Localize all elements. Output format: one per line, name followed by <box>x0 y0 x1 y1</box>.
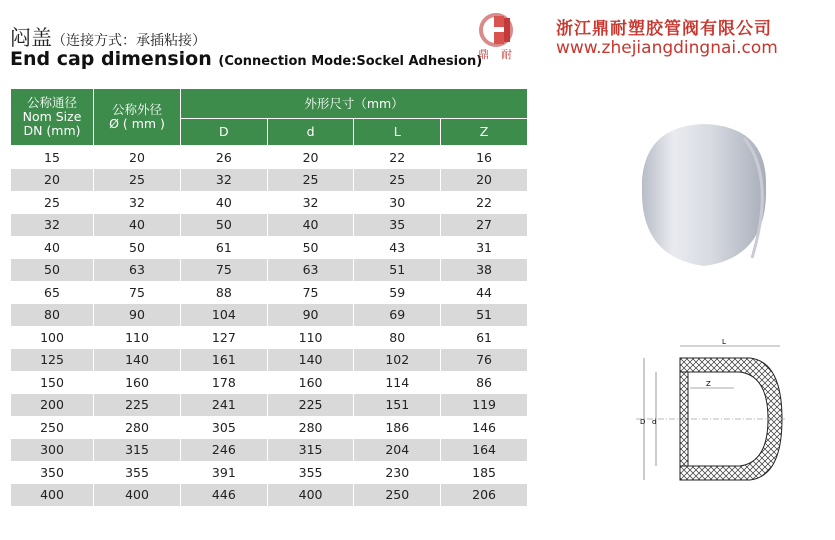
table-cell: 230 <box>354 461 441 484</box>
col-od-header-cn: 公称外径 <box>111 102 162 117</box>
table-cell: 20 <box>267 146 354 169</box>
col-dn-header <box>11 89 94 146</box>
table-cell: 30 <box>354 191 441 214</box>
table-cell: 50 <box>181 214 268 237</box>
table-cell: 35 <box>354 214 441 237</box>
col-dn-header-cn: 公称通径 <box>26 95 77 110</box>
logo-caption: 鼎耐 <box>478 48 524 61</box>
table-cell: 110 <box>94 326 181 349</box>
table-cell: 151 <box>354 394 441 417</box>
table-cell: 114 <box>354 371 441 394</box>
table-cell: 20 <box>441 169 528 192</box>
table-cell: 44 <box>441 281 528 304</box>
table-cell: 225 <box>94 394 181 417</box>
table-row <box>11 349 528 372</box>
table-cell: 22 <box>354 146 441 169</box>
table-cell: 150 <box>11 371 94 394</box>
table-row <box>11 191 528 214</box>
title-cn-sub: （连接方式：承插粘接） <box>52 33 206 49</box>
table-cell: 59 <box>354 281 441 304</box>
table-cell: 32 <box>94 191 181 214</box>
table-cell: 90 <box>267 304 354 327</box>
table-cell: 22 <box>441 191 528 214</box>
table-cell: 305 <box>181 416 268 439</box>
sub-header-L: L <box>354 119 441 146</box>
table-cell: 80 <box>354 326 441 349</box>
title-cn-main: 闷盖 <box>10 26 52 50</box>
col-od-header-unit: Ø ( mm ) <box>109 116 165 131</box>
table-cell: 140 <box>94 349 181 372</box>
table-cell: 25 <box>267 169 354 192</box>
table-row <box>11 394 528 417</box>
table-cell: 125 <box>11 349 94 372</box>
table-row <box>11 371 528 394</box>
table-row <box>11 326 528 349</box>
table-cell: 400 <box>94 484 181 507</box>
table-cell: 88 <box>181 281 268 304</box>
table-cell: 350 <box>11 461 94 484</box>
table-cell: 160 <box>267 371 354 394</box>
table-cell: 75 <box>181 259 268 282</box>
sub-header-d: d <box>267 119 354 146</box>
table-cell: 102 <box>354 349 441 372</box>
table-cell: 246 <box>181 439 268 462</box>
table-cell: 75 <box>267 281 354 304</box>
table-cell: 355 <box>267 461 354 484</box>
table-row <box>11 214 528 237</box>
table-cell: 40 <box>267 214 354 237</box>
table-cell: 204 <box>354 439 441 462</box>
title-en-sub: (Connection Mode:Sockel Adhesion) <box>218 54 483 69</box>
table-row <box>11 461 528 484</box>
table-cell: 160 <box>94 371 181 394</box>
title-en-main: End cap dimension <box>10 48 212 70</box>
table-cell: 110 <box>267 326 354 349</box>
table-cell: 50 <box>94 236 181 259</box>
table-row <box>11 281 528 304</box>
sub-header-D: D <box>181 119 268 146</box>
table-cell: 69 <box>354 304 441 327</box>
table-row <box>11 484 528 507</box>
table-row <box>11 439 528 462</box>
table-cell: 225 <box>267 394 354 417</box>
table-cell: 250 <box>11 416 94 439</box>
col-dn-header-unit: DN (mm) <box>23 123 81 138</box>
table-cell: 250 <box>354 484 441 507</box>
table-cell: 32 <box>181 169 268 192</box>
end-cap-photo <box>624 118 784 288</box>
table-cell: 185 <box>441 461 528 484</box>
table-cell: 51 <box>441 304 528 327</box>
table-cell: 400 <box>267 484 354 507</box>
table-cell: 206 <box>441 484 528 507</box>
table-cell: 40 <box>94 214 181 237</box>
label-d: d <box>652 418 657 426</box>
col-dn-header-en: Nom Size <box>22 109 82 124</box>
table-cell: 355 <box>94 461 181 484</box>
table-row <box>11 416 528 439</box>
table-cell: 25 <box>94 169 181 192</box>
table-cell: 25 <box>354 169 441 192</box>
table-cell: 100 <box>11 326 94 349</box>
cross-section-drawing <box>630 338 790 500</box>
table-cell: 280 <box>267 416 354 439</box>
company-name: 浙江鼎耐塑胶管阀有限公司 <box>556 19 772 39</box>
table-cell: 86 <box>441 371 528 394</box>
table-cell: 51 <box>354 259 441 282</box>
table-cell: 241 <box>181 394 268 417</box>
table-cell: 20 <box>11 169 94 192</box>
table-cell: 38 <box>441 259 528 282</box>
table-row <box>11 146 528 169</box>
dimension-table <box>10 88 528 506</box>
table-cell: 63 <box>94 259 181 282</box>
table-cell: 43 <box>354 236 441 259</box>
table-cell: 140 <box>267 349 354 372</box>
table-cell: 40 <box>11 236 94 259</box>
table-cell: 76 <box>441 349 528 372</box>
table-cell: 161 <box>181 349 268 372</box>
table-cell: 315 <box>267 439 354 462</box>
table-cell: 280 <box>94 416 181 439</box>
table-cell: 40 <box>181 191 268 214</box>
table-cell: 164 <box>441 439 528 462</box>
table-cell: 146 <box>441 416 528 439</box>
table-cell: 446 <box>181 484 268 507</box>
table-row <box>11 259 528 282</box>
sub-header-Z: Z <box>441 119 528 146</box>
table-cell: 61 <box>441 326 528 349</box>
table-cell: 50 <box>11 259 94 282</box>
table-cell: 63 <box>267 259 354 282</box>
label-Z: Z <box>706 380 711 388</box>
table-cell: 25 <box>11 191 94 214</box>
table-cell: 315 <box>94 439 181 462</box>
table-cell: 16 <box>441 146 528 169</box>
group-header: 外形尺寸（mm） <box>181 89 528 119</box>
table-cell: 178 <box>181 371 268 394</box>
table-cell: 300 <box>11 439 94 462</box>
table-cell: 32 <box>267 191 354 214</box>
table-cell: 50 <box>267 236 354 259</box>
table-cell: 61 <box>181 236 268 259</box>
table-cell: 32 <box>11 214 94 237</box>
table-cell: 15 <box>11 146 94 169</box>
table-cell: 90 <box>94 304 181 327</box>
table-cell: 27 <box>441 214 528 237</box>
table-cell: 391 <box>181 461 268 484</box>
table-cell: 31 <box>441 236 528 259</box>
label-D: D <box>640 418 646 426</box>
table-cell: 80 <box>11 304 94 327</box>
table-cell: 65 <box>11 281 94 304</box>
table-cell: 200 <box>11 394 94 417</box>
table-cell: 119 <box>441 394 528 417</box>
page-title-en <box>10 48 482 70</box>
label-L: L <box>722 338 726 346</box>
table-cell: 20 <box>94 146 181 169</box>
table-cell: 186 <box>354 416 441 439</box>
table-row <box>11 169 528 192</box>
table-cell: 104 <box>181 304 268 327</box>
table-cell: 400 <box>11 484 94 507</box>
table-row <box>11 236 528 259</box>
table-cell: 127 <box>181 326 268 349</box>
col-od-header <box>94 89 181 146</box>
company-website: www.zhejiangdingnai.com <box>556 38 778 58</box>
table-cell: 75 <box>94 281 181 304</box>
table-row <box>11 304 528 327</box>
table-body <box>11 146 528 507</box>
table-cell: 26 <box>181 146 268 169</box>
